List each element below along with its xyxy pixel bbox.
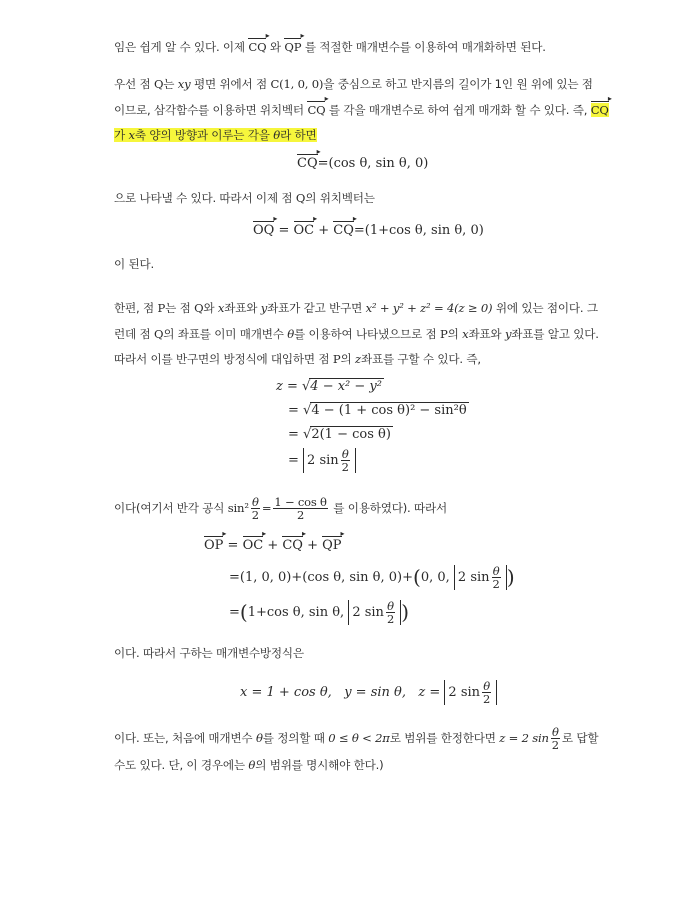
text: 는 점 [165,301,191,315]
math: Q [153,77,164,91]
math: Q [295,191,306,205]
fraction [341,448,350,473]
math: 2 [297,508,305,523]
equation-row: OP ▸ = OC ▸ + CQ ▸ + QP ▸ [204,538,342,553]
vector-oc: OC ▸ [294,223,315,238]
vector-cq: CQ ▸ [307,103,325,117]
absolute-value [444,680,497,705]
highlighted-vector-cq: CQ ▸ [591,103,609,117]
absolute-value [454,565,507,590]
text: 좌표가 같고 반구면 [267,301,363,315]
math: P [157,301,166,315]
math: y [260,301,268,315]
math: 2(1 − cos θ) [311,427,391,442]
vector-qp: QP ▸ [284,40,301,54]
math: θ [251,495,259,509]
text: 수도 있다. 단, 이 경우에는 [114,758,245,772]
math: = [288,453,299,469]
paragraph-line [114,300,598,316]
math: 2 [492,577,500,592]
paragraph-line [114,190,375,206]
math: θ [551,725,559,739]
text: 좌표와 [468,327,502,341]
math: C(1, 0, 0) [270,77,324,91]
math: θ [287,327,295,341]
text: 축 양의 방향과 이루는 각을 [134,128,270,142]
text: 를 이용하여 나타냈으므로 점 [294,327,437,341]
math: 2 [386,612,395,627]
math: = [261,501,272,516]
paragraph-line [114,351,481,367]
paragraph-line [114,102,609,118]
text: 좌표를 알고 있다. [511,327,599,341]
equation-row: = √4 − (1 + cos θ)² − sin²θ [288,403,467,418]
equation-row: =(1+cos θ, sin θ, 2 sin $\frac{\theta}{2}$ ) [229,599,410,627]
math: 1 − cos θ [274,495,327,509]
math: 4 − x² − y² [310,379,382,394]
text: 는 [163,77,175,91]
text: 로 답할 [561,731,599,746]
math: =(cos θ, sin θ, 0) [317,156,429,171]
fraction [386,600,395,625]
paragraph-line [114,39,546,55]
text: 으로 나타낼 수 있다. 따라서 이제 점 [114,191,293,205]
math: z = [276,379,298,394]
equation [240,680,497,705]
math: θ [255,731,263,746]
text: 런데 점 [114,327,151,341]
text: 한편, 점 [114,301,154,315]
fraction [482,680,491,705]
math: x [128,128,135,142]
text: 임은 쉽게 알 수 있다. 이제 [114,40,245,54]
highlighted-text [114,128,317,142]
fraction [251,496,260,521]
text: 로 범위를 한정한다면 [389,731,496,746]
math: θ [248,758,256,772]
paragraph-line [114,127,317,143]
equation: OQ ▸ = OC ▸ + CQ ▸=(1+cos θ, sin θ, 0) [253,223,484,238]
math: 0, 0, [420,570,450,586]
equation-row: = √2(1 − cos θ) [288,427,391,442]
math: y [504,327,512,341]
text: 를 정의할 때 [262,731,325,746]
math: θ [387,599,395,613]
equation [297,156,428,171]
paragraph-line [114,726,598,751]
absolute-value [303,448,356,473]
text: 평면 위에서 점 [194,77,267,91]
math: sin² [227,501,249,516]
vector-cq: CQ ▸ [282,538,303,553]
math: P [439,327,448,341]
text: 를 이용하였다). 따라서 [333,501,448,516]
text: 을 중심으로 하고 반지름의 길이가 1인 원 위에 있는 점 [323,77,593,91]
math: 2 [251,508,259,523]
text: 와 [269,40,281,54]
text: 를 적절한 매개변수를 이용하여 매개화하면 된다. [304,40,546,54]
vector-cq: CQ ▸ [248,40,266,54]
equation-row: =(1, 0, 0)+(cos θ, sin θ, 0)+(0, 0, 2 sin $\frac{\theta}{2}$ ) [229,564,515,592]
math: xy [177,77,191,91]
paragraph-line [114,76,593,92]
math: 1+cos θ, sin θ, [247,605,345,621]
text: 의 좌표를 이미 매개변수 [163,327,284,341]
math: Q [194,301,204,315]
equation-row [288,448,356,473]
math: 2 sin [448,685,481,701]
math: 2 [341,460,349,475]
paragraph-line [114,496,447,521]
fraction [273,496,327,521]
vector-op: OP ▸ [204,538,223,553]
math: θ [492,564,500,578]
math: 2 sin [457,570,490,586]
text: 와 [203,301,215,315]
math: z [355,352,361,366]
text: 의 [340,352,352,366]
math: 0 ≤ θ < 2π [328,731,390,746]
math: x² + y² + z² = 4(z ≥ 0) [365,301,493,315]
math: θ [341,447,349,461]
math: 2 [483,692,491,707]
vector-cq: CQ ▸ [297,156,318,171]
text: 라 하면 [280,128,317,142]
math: 2 sin [352,605,384,621]
fraction [551,726,560,751]
paragraph-line [114,326,599,342]
math: 2 [551,738,559,753]
vector-oq: OQ ▸ [253,223,274,238]
paragraph-line [114,757,383,773]
math: Q [153,327,164,341]
math: x [462,327,469,341]
math: y = sin θ, [344,685,406,701]
text: 위에 있는 점이다. 그 [495,301,598,315]
math: =(1+cos θ, sin θ, 0) [353,223,484,238]
text: 가 [114,128,125,142]
math: 4 − (1 + cos θ)² − sin²θ [311,403,467,418]
vector-oc: OC ▸ [243,538,264,553]
math: = [288,427,299,442]
fraction [492,565,501,590]
absolute-value [348,600,401,625]
math: = [288,403,299,418]
math: z = [418,685,441,701]
math: θ [273,128,281,142]
math: 2 sin [307,453,339,469]
text: 우선 점 [114,77,151,91]
vector-cq: CQ ▸ [333,223,354,238]
text: 이다(여기서 반각 공식 [114,501,225,516]
text: 의 [447,327,459,341]
math: x [217,301,225,315]
paragraph-line: 이 된다. [114,257,154,271]
text: 이므로, 삼각함수를 이용하면 위치벡터 [114,103,304,117]
text: 의 범위를 명시해야 한다.) [255,758,384,772]
text: 따라서 이를 반구면의 방정식에 대입하면 점 [114,352,330,366]
text: 좌표를 구할 수 있다. 즉, [360,352,481,366]
math: x = 1 + cos θ, [240,685,332,701]
text: 좌표와 [224,301,258,315]
math: z = 2 sin [499,731,549,746]
text: 를 각을 매개변수로 하여 쉽게 매개화 할 수 있다. 즉, [328,103,588,117]
paragraph-line: 이다. 따라서 구하는 매개변수방정식은 [114,646,304,660]
text: 의 위치벡터는 [305,191,375,205]
math: =(1, 0, 0)+(cos θ, sin θ, 0)+ [229,570,414,586]
text: 이다. 또는, 처음에 매개변수 [114,731,253,746]
math: θ [483,679,491,693]
math: P [332,352,341,366]
equation-row: z = √4 − x² − y² [276,379,382,394]
vector-qp: QP ▸ [322,538,341,553]
